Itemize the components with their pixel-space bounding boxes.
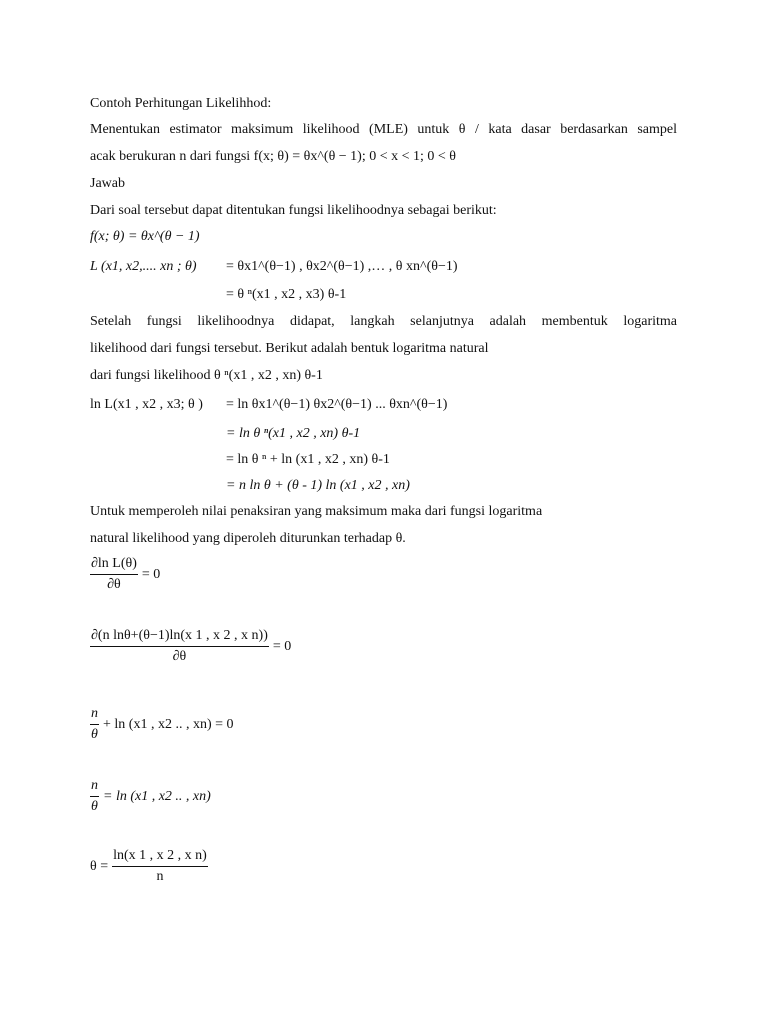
paragraph-2-line-1: Setelah fungsi likelihoodnya didapat, langkah selanjutnya adalah membentuk logaritma [90,314,677,329]
equation-L-rhs-1: = θx1^(θ−1) , θx2^(θ−1) ,… , θ xn^(θ−1) [226,259,458,274]
fraction-denominator: n [156,869,164,884]
equation-L-rhs-2: = θ ⁿ(x1 , x2 , x3) θ-1 [226,287,347,302]
doc-title: Contoh Perhitungan Likelihhod: [90,96,272,111]
equation-lhs: θ = [90,858,109,874]
fraction-numerator: ln(x 1 , x 2 , x n) [112,848,208,867]
equation-ln-lhs: ln L(x1 , x2 , x3; θ ) [90,397,203,412]
fraction-numerator: n [90,778,99,797]
jawab-label: Jawab [90,176,125,191]
equation-rhs: = ln (x1 , x2 .. , xn) [103,788,211,804]
equation-ln-rhs-4: = n ln θ + (θ - 1) ln (x1 , x2 , xn) [226,478,410,493]
derivative-equation-3 [90,706,234,743]
equation-rhs: = 0 [272,638,292,654]
equation-ln-rhs-2: = ln θ ⁿ(x1 , x2 , xn) θ-1 [226,426,361,441]
fraction-denominator: ∂θ [107,577,121,592]
fraction [112,848,208,885]
fraction-numerator: n [90,706,99,725]
intro-line-2: acak berukuran n dari fungsi f(x; θ) = θx^(θ − 1); 0 < x < 1; 0 < θ [90,149,457,164]
fraction [90,706,99,743]
derivative-equation-4 [90,778,211,815]
fraction [90,778,99,815]
equation-f: f(x; θ) = θx^(θ − 1) [90,229,200,244]
paragraph-1: Dari soal tersebut dapat ditentukan fungsi likelihoodnya sebagai berikut: [90,203,497,218]
solution-equation [90,848,212,885]
equation-L-lhs: L (x1, x2,.... xn ; θ) [90,259,197,274]
paragraph-2-line-2: likelihood dari fungsi tersebut. Berikut adalah bentuk logaritma natural [90,341,489,356]
fraction [90,556,138,593]
equation-ln-rhs-3: = ln θ ⁿ + ln (x1 , x2 , xn) θ-1 [226,452,390,467]
derivative-equation-2 [90,628,291,665]
fraction-denominator: θ [91,799,98,814]
equation-rhs: = 0 [141,566,161,582]
equation-rhs: + ln (x1 , x2 .. , xn) = 0 [103,716,234,732]
fraction [90,628,269,665]
derivative-equation-1 [90,556,160,593]
equation-ln-rhs-1: = ln θx1^(θ−1) θx2^(θ−1) ... θxn^(θ−1) [226,397,448,412]
paragraph-2-line-3: dari fungsi likelihood θ ⁿ(x1 , x2 , xn) θ-1 [90,368,323,383]
intro-line-1: Menentukan estimator maksimum likelihood (MLE) untuk θ / kata dasar berdasarkan sampel [90,122,677,137]
paragraph-3-line-1: Untuk memperoleh nilai penaksiran yang maksimum maka dari fungsi logaritma [90,504,543,519]
fraction-denominator: θ [91,727,98,742]
fraction-numerator: ∂ln L(θ) [90,556,138,575]
paragraph-3-line-2: natural likelihood yang diperoleh diturunkan terhadap θ. [90,531,406,546]
fraction-numerator: ∂(n lnθ+(θ−1)ln(x 1 , x 2 , x n)) [90,628,269,647]
fraction-denominator: ∂θ [172,649,187,664]
